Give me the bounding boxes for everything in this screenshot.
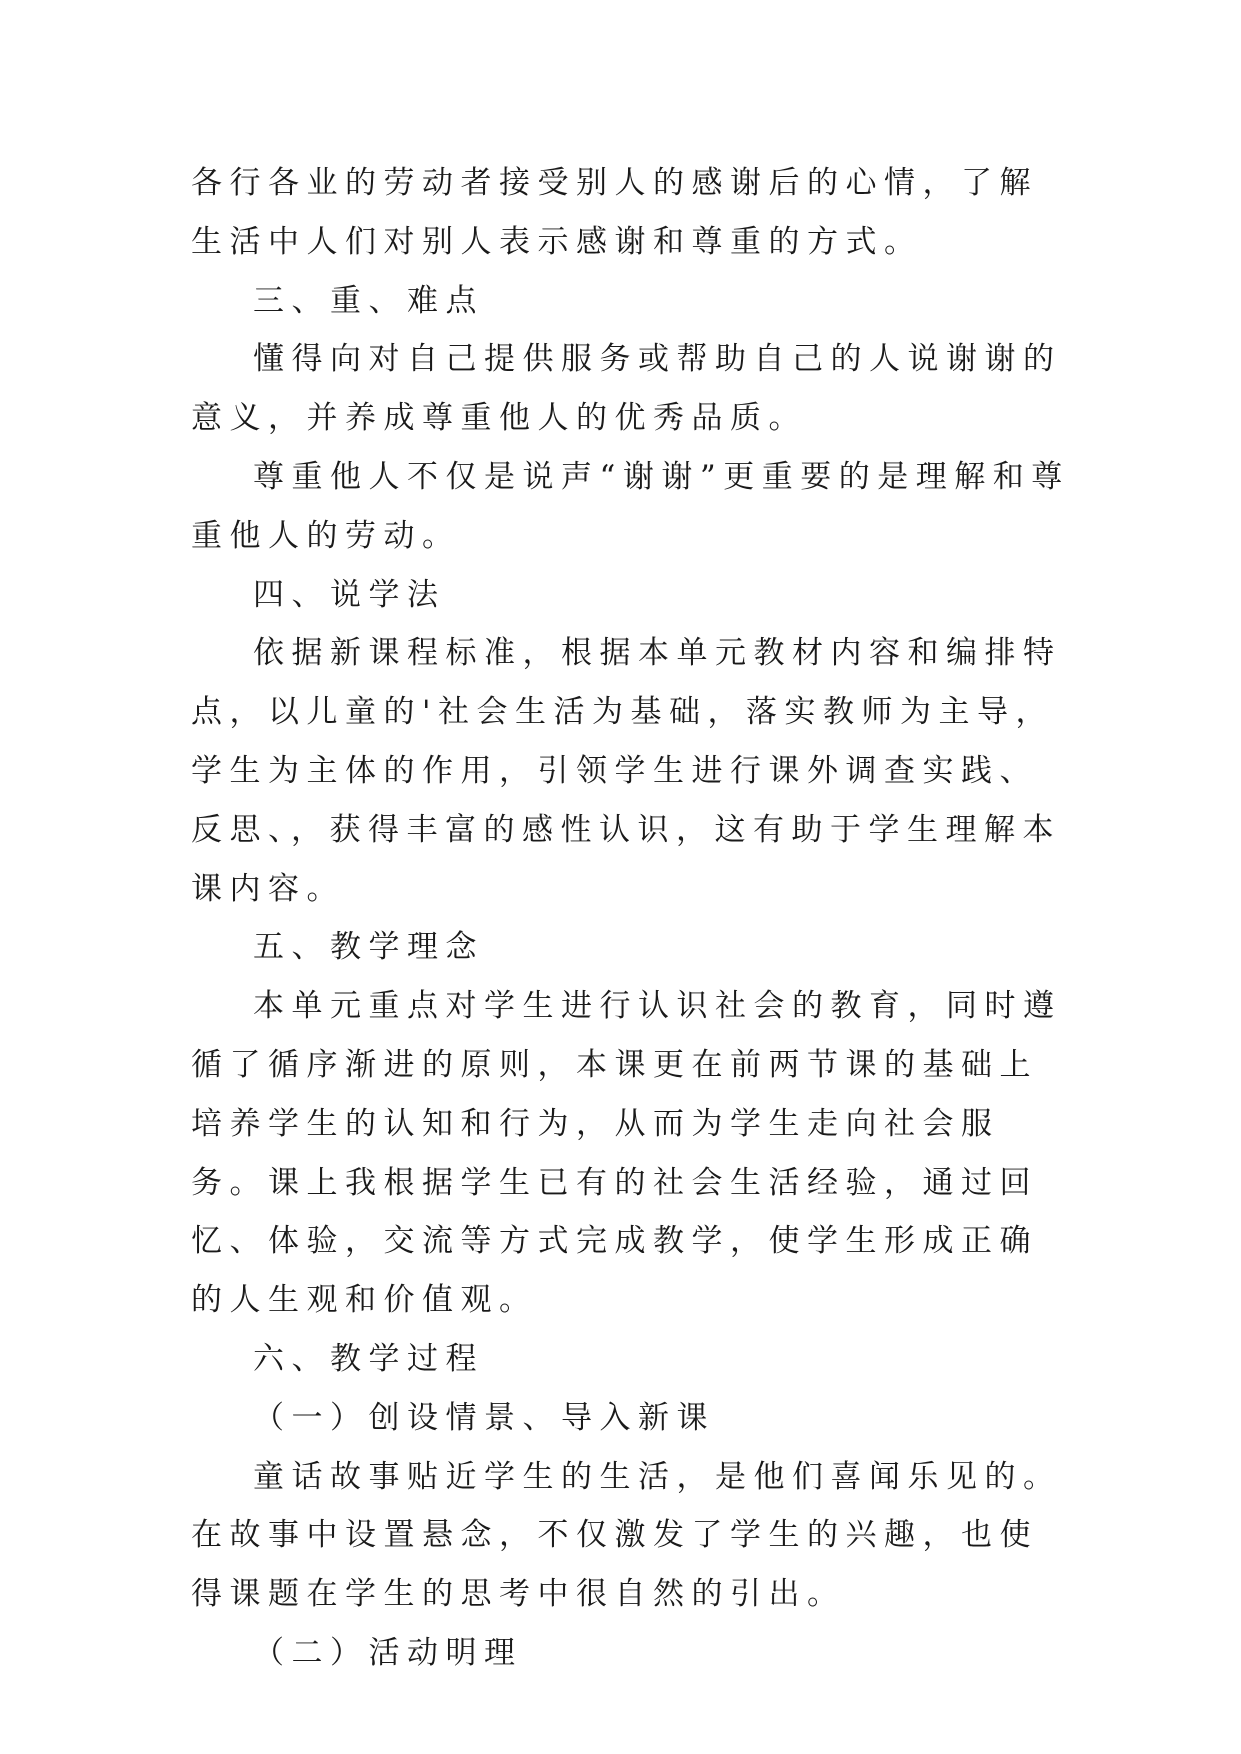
- paragraph-continuation: 各行各业的劳动者接受别人的感谢后的心情，了解生活中人们对别人表示感谢和尊重的方式。: [191, 165, 1038, 260]
- subheading-create-scene: （一）创设情景、导入新课: [253, 1399, 715, 1436]
- paragraph-learning-method: 依据新课程标准，根据本单元教材内容和编排特点，以儿童的'社会生活为基础，落实教师为主导，学生为主体的作用，引领学生进行课外调查实践、反思、，获得丰富的感性认识，这有助于学生理解本课内容。: [191, 635, 1062, 907]
- section-heading-teaching-process: 六、教学过程: [253, 1340, 484, 1377]
- section-heading-key-points: 三、重、难点: [253, 282, 484, 319]
- paragraph-key-point-1: 懂得向对自己提供服务或帮助自己的人说谢谢的意义，并养成尊重他人的优秀品质。: [191, 341, 1062, 437]
- document-body: [191, 154, 1071, 1683]
- paragraph-teaching-concept: 本单元重点对学生进行认识社会的教育，同时遵循了循序渐进的原则，本课更在前两节课的基础上培养学生的认知和行为，从而为学生走向社会服务。课上我根据学生已有的社会生活经验，通过回忆、体验，交流等方式完成教学，使学生形成正确的人生观和价值观。: [191, 988, 1062, 1319]
- section-heading-learning-method: 四、说学法: [253, 576, 446, 613]
- section-heading-teaching-concept: 五、教学理念: [253, 929, 484, 966]
- subheading-activity: （二）活动明理: [253, 1634, 523, 1671]
- paragraph-key-point-2: 尊重他人不仅是说声“谢谢”更重要的是理解和尊重他人的劳动。: [191, 458, 1070, 554]
- paragraph-create-scene: 童话故事贴近学生的生活，是他们喜闻乐见的。在故事中设置悬念，不仅激发了学生的兴趣，也使得课题在学生的思考中很自然的引出。: [191, 1458, 1062, 1613]
